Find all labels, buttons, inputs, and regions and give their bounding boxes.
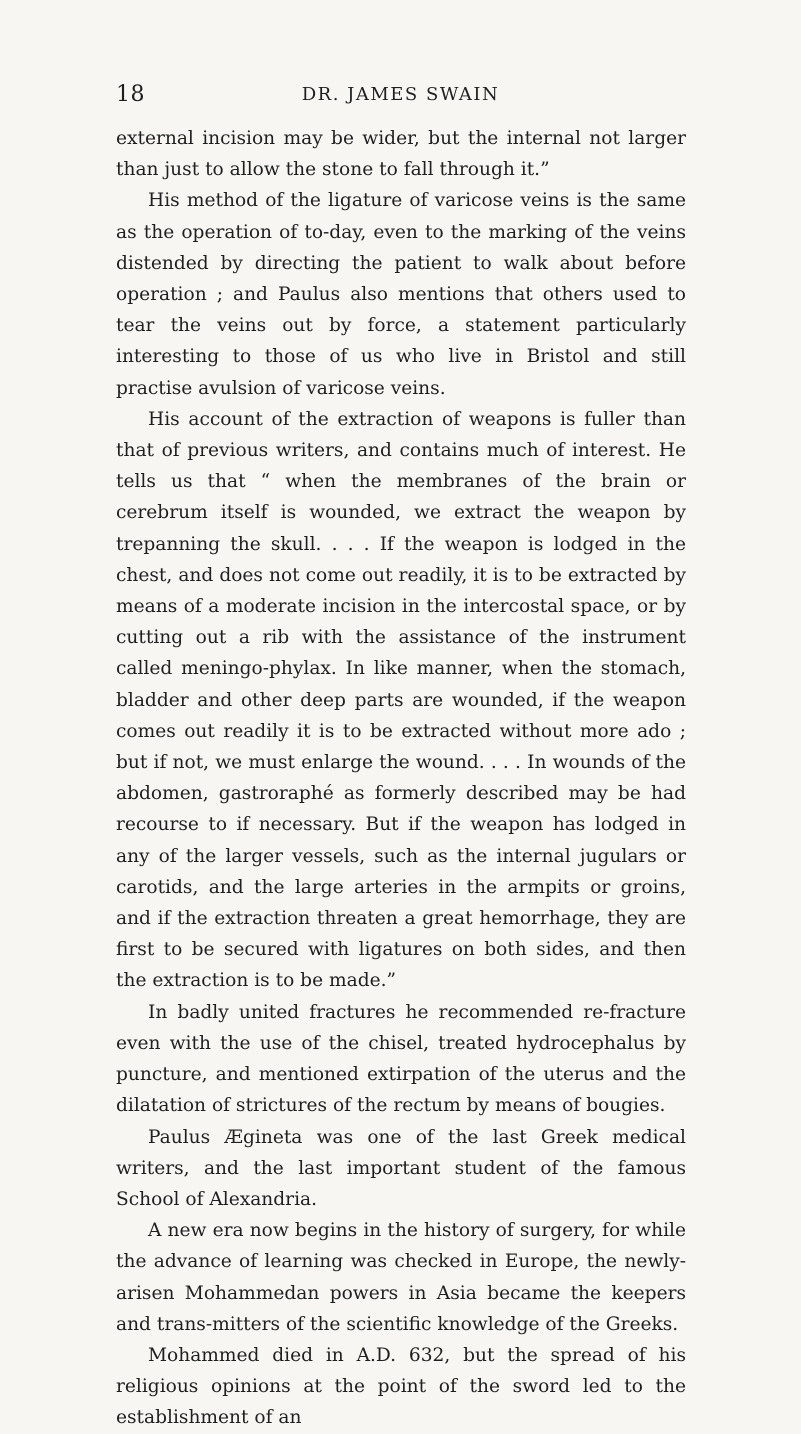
paragraph: In badly united fractures he recommended re-fracture even with the use of the chisel, treated hydrocephalus by puncture, and mentioned extirpation of the uterus and the dilatation of strictures of the rectum by means of bougies. xyxy=(116,1001,686,1117)
paragraph: His account of the extraction of weapons is fuller than that of previous writers, and contains much of interest. He tells us that “ when the membranes of the brain or cerebrum itself is wounded, we extract the weapon by trepanning the skull. . . . If the weapon is lodged in the chest, and does not come out readily, it is to be extracted by means of a moderate incision in the intercostal space, or by cutting out a rib with the assistance of the instrument called meningo-phylax. In like manner, when the stomach, bladder and other deep parts are wounded, if the weapon comes out readily it is to be extracted without more ado ; but if not, we must enlarge the wound. . . . In wounds of the abdomen, gastroraphé as formerly described may be had recourse to if necessary. But if the weapon has lodged in any of the larger vessels, such as the internal jugulars or carotids, and the large arteries in the armpits or groins, and if the extraction threaten a great hemorrhage, they are first to be secured with ligatures on both sides, and then the extraction is to be made.” xyxy=(116,408,686,992)
paragraph: external incision may be wider, but the internal not larger than just to allow the stone to fall through it.” xyxy=(116,128,686,181)
body-text xyxy=(116,123,686,1434)
paragraph: A new era now begins in the history of surgery, for while the advance of learning was checked in Europe, the newly-arisen Mohammedan powers in Asia became the keepers and trans-mitters of the scientific knowledge of the Greeks. xyxy=(116,1220,686,1335)
paragraph: Mohammed died in A.D. 632, but the spread of his religious opinions at the point of the sword led to the establishment of an xyxy=(116,1344,686,1429)
paragraph: Paulus Ægineta was one of the last Greek medical writers, and the last important student of the famous School of Alexandria. xyxy=(116,1126,686,1210)
page-number: 18 xyxy=(116,82,145,107)
paragraph: His method of the ligature of varicose veins is the same as the operation of to-day, even to the marking of the veins distended by directing the patient to walk about before operation ; and Paulus also mentions that others used to tear the veins out by force, a statement particularly interesting to those of us who live in Bristol and still practise avulsion of varicose veins. xyxy=(116,190,686,399)
running-head: DR. JAMES SWAIN xyxy=(301,84,500,105)
page-header xyxy=(116,82,685,110)
